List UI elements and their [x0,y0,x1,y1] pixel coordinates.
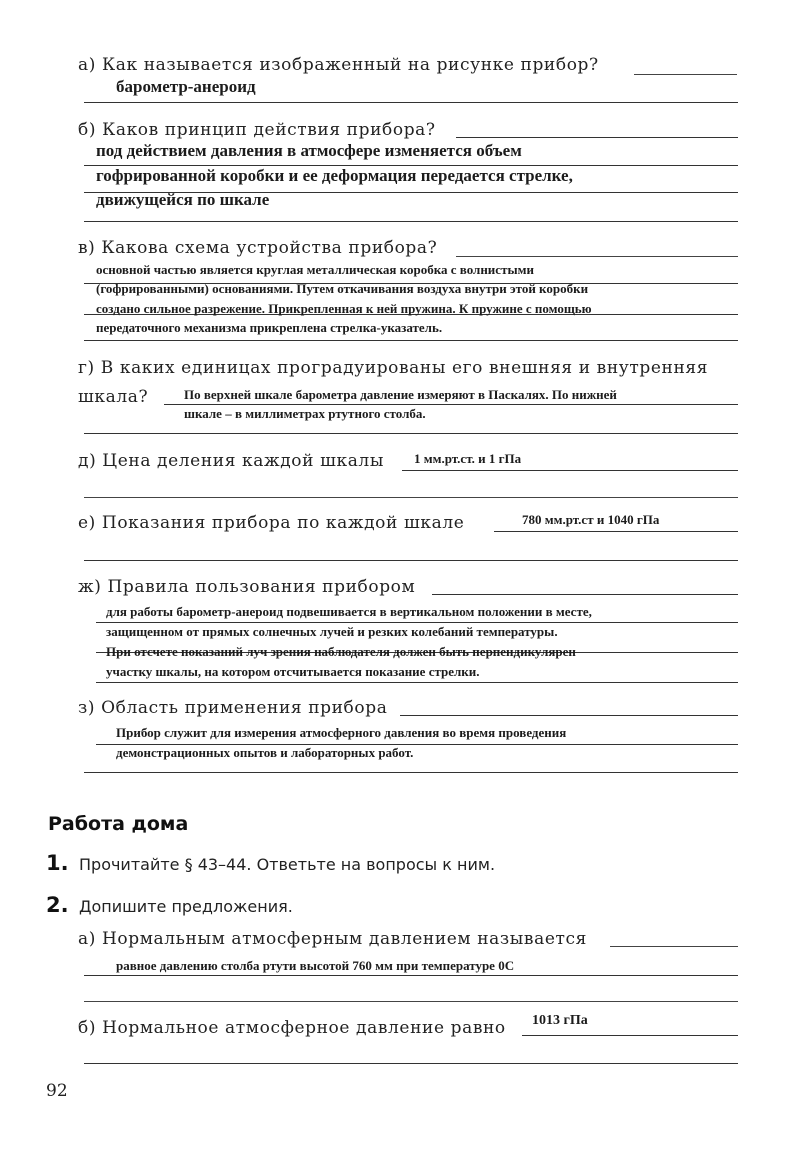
answer-line [494,531,738,532]
answer-line [610,946,738,947]
answer-zh-line-2[interactable]: защищенном от прямых солнечных лучей и резких колебаний температуры. [106,624,558,639]
homework-a-label: а) Нормальным атмосферным давлением называется [78,929,587,949]
section-title: Работа дома [48,813,189,835]
answer-line [164,404,738,405]
answer-line [84,102,738,103]
page-number: 92 [46,1081,68,1101]
answer-line [634,74,737,75]
answer-line [84,1063,738,1064]
question-b-label: б) Каков принцип действия прибора? [78,120,436,140]
answer-zh-line-3[interactable]: При отсчете показаний луч зрения наблюдателя должен быть перпендикулярен [106,644,576,659]
homework-a-answer[interactable]: равное давлению столба ртути высотой 760 мм при температуре 0С [116,958,515,973]
answer-line [84,433,738,434]
answer-line [84,772,738,773]
task-1-text: Прочитайте § 43–44. Ответьте на вопросы к ним. [79,855,496,874]
answer-g-line-1[interactable]: По верхней шкале барометра давление измеряют в Паскалях. По нижней [184,387,617,402]
answer-line [402,470,738,471]
answer-line [84,497,738,498]
task-1-number: 1. [46,851,69,875]
answer-line [432,594,738,595]
answer-line [84,340,738,341]
question-zh-label: ж) Правила пользования прибором [78,577,416,597]
answer-g-line-2[interactable]: шкале – в миллиметрах ртутного столба. [184,406,426,421]
question-e-label: е) Показания прибора по каждой шкале [78,513,465,533]
answer-a[interactable]: барометр-анероид [116,77,256,96]
answer-line [84,975,738,976]
answer-e[interactable]: 780 мм.рт.ст и 1040 гПа [522,512,660,527]
answer-line [96,622,738,623]
answer-z-line-1[interactable]: Прибор служит для измерения атмосферного давления во время проведения [116,725,567,740]
question-d-label: д) Цена деления каждой шкалы [78,451,384,471]
answer-v-line-2[interactable]: (гофрированными) основаниями. Путем откачивания воздуха внутри этой коробки [96,281,589,296]
answer-line [522,1035,738,1036]
homework-b-answer[interactable]: 1013 гПа [532,1013,588,1028]
answer-v-line-1[interactable]: основной частью является круглая металлическая коробка с волнистыми [96,262,534,277]
answer-line [84,221,738,222]
answer-line [456,256,738,257]
answer-b-line-1[interactable]: под действием давления в атмосфере изменяется объем [96,141,522,160]
answer-line [84,1001,738,1002]
task-2-text: Допишите предложения. [79,897,293,916]
answer-b-line-2[interactable]: гофрированной коробки и ее деформация передается стрелке, [96,166,573,185]
homework-b-label: б) Нормальное атмосферное давление равно [78,1018,506,1038]
question-g-label-line-2: шкала? [78,387,149,407]
answer-v-line-4[interactable]: передаточного механизма прикреплена стрелка-указатель. [96,320,443,335]
answer-v-line-3[interactable]: создано сильное разрежение. Прикрепленная к ней пружина. К пружине с помощью [96,301,592,316]
question-g-label-line-1: г) В каких единицах проградуированы его внешняя и внутренняя [78,358,709,378]
question-v-label: в) Какова схема устройства прибора? [78,238,438,258]
question-z-label: з) Область применения прибора [78,698,388,718]
answer-b-line-3[interactable]: движущейся по шкале [96,190,270,209]
answer-zh-line-1[interactable]: для работы барометр-анероид подвешивается в вертикальном положении в месте, [106,604,592,619]
answer-zh-line-4[interactable]: участку шкалы, на котором отсчитывается показание стрелки. [106,664,480,679]
answer-line [96,682,738,683]
answer-d[interactable]: 1 мм.рт.ст. и 1 гПа [414,451,522,466]
answer-line [84,560,738,561]
answer-z-line-2[interactable]: демонстрационных опытов и лабораторных работ. [116,745,414,760]
answer-line [400,715,738,716]
answer-line [456,137,738,138]
question-a-label: а) Как называется изображенный на рисунке прибор? [78,55,599,75]
task-2-number: 2. [46,893,69,917]
